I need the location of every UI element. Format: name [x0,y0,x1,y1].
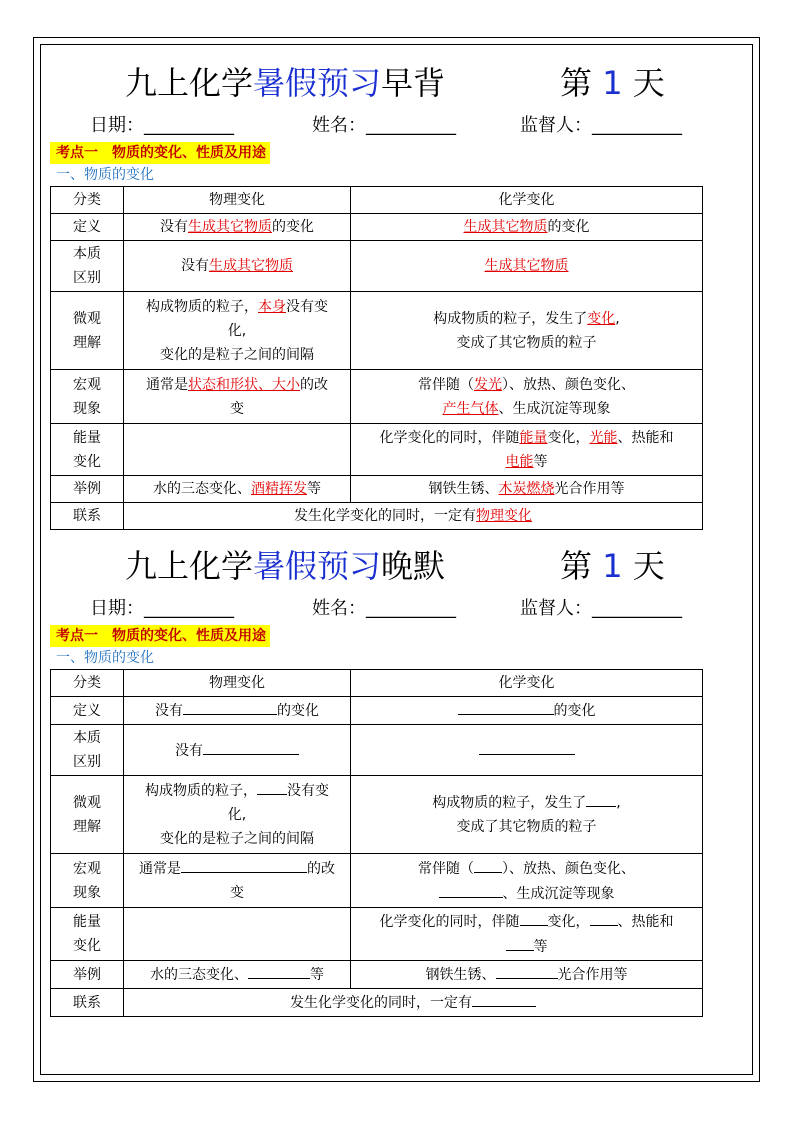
evening-title: 九上化学暑假预习晚默 [125,547,446,585]
chemical-cell: 常伴随（ ）、放热、颜色变化、 、生成沉淀等现象 [351,854,703,908]
row-label: 联系 [51,989,124,1017]
physical-cell: 水的三态变化、 等 [124,961,351,989]
relation-cell: 发生化学变化的同时，一定有 [124,989,703,1017]
evening-table [50,669,703,1017]
date-field[interactable]: 日期：__________ [90,115,234,136]
morning-title: 九上化学暑假预习早背 [125,64,446,102]
row-label: 宏观 现象 [51,370,124,424]
morning-day: 第 1 天 [560,64,665,102]
row-label: 微观 理解 [51,776,124,854]
table-row [51,989,703,1017]
evening-sheet [50,545,703,1017]
fill-blank[interactable] [248,962,310,979]
row-label: 微观 理解 [51,292,124,370]
physical-cell: 通常是状态和形状、大小的改 变 [124,370,351,424]
fill-blank[interactable] [506,934,534,951]
table-row [51,292,703,370]
physical-cell: 水的三态变化、酒精挥发等 [124,476,351,503]
table-row [51,725,703,776]
table-row [51,854,703,908]
chemical-cell: 钢铁生锈、 光合作用等 [351,961,703,989]
header-cell: 化学变化 [351,187,703,214]
row-label: 本质 区别 [51,725,124,776]
supervisor-field[interactable]: 监督人：__________ [520,115,682,136]
fill-blank[interactable] [590,909,618,926]
chemical-cell: 化学变化的同时，伴随能量变化，光能、热能和 电能等 [351,424,703,476]
evening-day: 第 1 天 [560,547,665,585]
header-cell: 化学变化 [351,670,703,697]
chemical-cell: 化学变化的同时，伴随 变化， 、热能和 等 [351,908,703,961]
fill-blank[interactable] [439,881,503,898]
physical-cell [124,424,351,476]
table-row [51,697,703,725]
row-label: 举例 [51,961,124,989]
table-row [51,214,703,241]
physical-cell: 没有 的变化 [124,697,351,725]
section-heading: 一、物质的变化 [56,650,154,666]
physical-cell: 没有 [124,725,351,776]
physical-cell: 没有生成其它物质的变化 [124,214,351,241]
morning-table [50,186,703,530]
table-row [51,961,703,989]
chemical-cell: 的变化 [351,697,703,725]
fill-blank[interactable] [257,778,287,795]
chemical-cell: 常伴随（发光）、放热、颜色变化、 产生气体、生成沉淀等现象 [351,370,703,424]
row-label: 本质 区别 [51,241,124,292]
row-label: 能量 变化 [51,908,124,961]
morning-title-row [50,62,703,104]
header-cell: 分类 [51,187,124,214]
header-cell: 分类 [51,670,124,697]
fill-blank[interactable] [520,909,548,926]
table-row [51,187,703,214]
fill-blank[interactable] [479,738,575,755]
morning-meta-row [50,110,703,142]
physical-cell [124,908,351,961]
table-row [51,370,703,424]
chemical-cell [351,725,703,776]
physical-cell: 构成物质的粒子， 没有变 化, 变化的是粒子之间的间隔 [124,776,351,854]
fill-blank[interactable] [183,698,277,715]
row-label: 宏观 现象 [51,854,124,908]
topic-highlight: 考点一 物质的变化、性质及用途 [50,142,270,164]
fill-blank[interactable] [458,698,554,715]
header-cell: 物理变化 [124,187,351,214]
chemical-cell: 构成物质的粒子，发生了 , 变成了其它物质的粒子 [351,776,703,854]
header-cell: 物理变化 [124,670,351,697]
physical-cell: 没有生成其它物质 [124,241,351,292]
table-row [51,503,703,530]
physical-cell: 通常是 的改 变 [124,854,351,908]
chemical-cell: 生成其它物质的变化 [351,214,703,241]
row-label: 举例 [51,476,124,503]
row-label: 能量 变化 [51,424,124,476]
evening-title-row [50,545,703,587]
row-label: 定义 [51,214,124,241]
topic-highlight: 考点一 物质的变化、性质及用途 [50,625,270,647]
table-row [51,476,703,503]
evening-meta-row [50,593,703,625]
section-heading: 一、物质的变化 [56,167,154,183]
row-label: 联系 [51,503,124,530]
fill-blank[interactable] [474,856,502,873]
name-field[interactable]: 姓名：__________ [312,598,456,619]
fill-blank[interactable] [181,856,307,873]
morning-sheet [50,62,703,530]
physical-cell: 构成物质的粒子，本身没有变 化, 变化的是粒子之间的间隔 [124,292,351,370]
table-row [51,424,703,476]
table-row [51,670,703,697]
fill-blank[interactable] [203,738,299,755]
table-row [51,241,703,292]
fill-blank[interactable] [472,990,536,1007]
chemical-cell: 生成其它物质 [351,241,703,292]
supervisor-field[interactable]: 监督人：__________ [520,598,682,619]
row-label: 定义 [51,697,124,725]
table-row [51,908,703,961]
chemical-cell: 构成物质的粒子，发生了变化, 变成了其它物质的粒子 [351,292,703,370]
date-field[interactable]: 日期：__________ [90,598,234,619]
fill-blank[interactable] [586,790,616,807]
name-field[interactable]: 姓名：__________ [312,115,456,136]
relation-cell: 发生化学变化的同时，一定有物理变化 [124,503,703,530]
table-row [51,776,703,854]
fill-blank[interactable] [496,962,558,979]
chemical-cell: 钢铁生锈、木炭燃烧光合作用等 [351,476,703,503]
